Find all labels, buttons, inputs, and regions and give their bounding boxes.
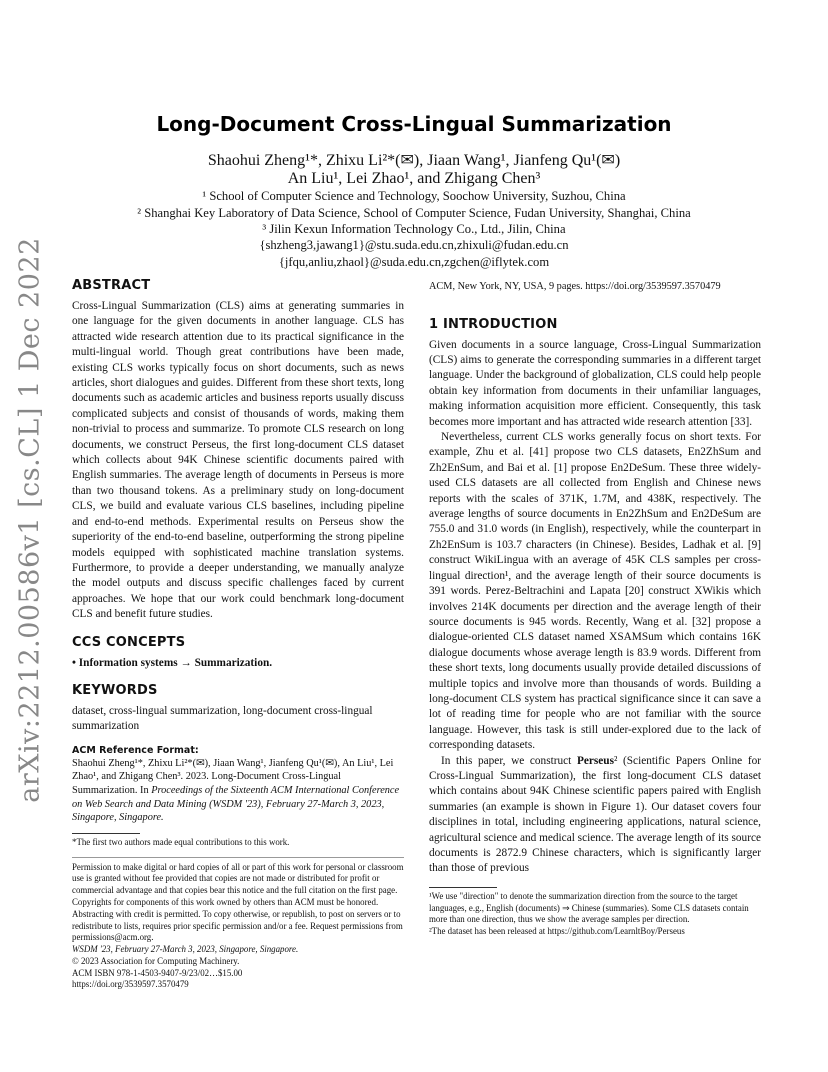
intro-p3-lead: In this paper, we construct xyxy=(441,754,577,767)
conference-line: WSDM '23, February 27-March 3, 2023, Singapore, Singapore. xyxy=(72,944,299,955)
abstract-text: Cross-Lingual Summarization (CLS) aims at generating summaries in one language for the given documents in another language. CLS has attracted wide research attention due to its practical significance in the multi-lingual world. Though great contributions have been made, existing CLS works typically focus on short documents, such as news articles, short dialogues and guides. Different from these short texts, long documents such as academic articles and business reports usually discuss complicated subjects and consist of thousands of words, making them non-trivial to process and summarize. To promote CLS research on long documents, we construct Perseus, the first long-document CLS dataset which collects about 94K Chinese scientific documents paired with English summaries. The average length of documents in Perseus is more than two thousand tokens. As a preliminary study on long-document CLS, we build and evaluate various CLS baselines, including pipeline and end-to-end methods. Experimental results on Perseus show the superiority of the end-to-end baseline, outperforming the strong pipeline models equipped with sophisticated machine translation systems. Furthermore, to provide a deeper understanding, we manually analyze the model outputs and discuss specific challenges faced by current approaches. We hope that our work could benchmark long-document CLS and benefit future studies. xyxy=(72,300,404,621)
paper-title: Long-Document Cross-Lingual Summarization xyxy=(156,112,672,136)
affiliation-2: ² Shanghai Key Laboratory of Data Science, School of Computer Science, Fudan University, Shanghai, China xyxy=(137,206,691,220)
affiliation-1: ¹ School of Computer Science and Technology, Soochow University, Suzhou, China xyxy=(202,189,626,203)
keywords-heading: KEYWORDS xyxy=(72,682,158,698)
email-line-2: {jfqu,anliu,zhaol}@suda.edu.cn,zgchen@iflytek.com xyxy=(278,255,550,269)
email-line-1: {shzheng3,jawang1}@stu.suda.edu.cn,zhixuli@fudan.edu.cn xyxy=(259,238,569,252)
permission-rule xyxy=(72,857,404,858)
acm-reference-authors: Shaohui Zheng¹*, Zhixu Li²*(✉), Jiaan Wang¹, Jianfeng Qu¹(✉), An Liu¹, Lei Zhao¹, and Zhigang Chen³. 2023. Long-Document Cross-Lingual Summarization. In xyxy=(72,757,394,796)
acm-reference-venue: Proceedings of the Sixteenth ACM International Conference on Web Search and Data Mining (WSDM '23), February 27-March 3, 2023, Singapore, Singapore. xyxy=(72,784,400,824)
dataset-name: Perseus xyxy=(576,754,614,767)
right-column xyxy=(429,280,761,938)
acm-reference-text xyxy=(72,757,404,825)
arxiv-identifier-text: arXiv:2212.00586v1 [cs.CL] 1 Dec 2022 xyxy=(14,237,46,803)
intro-paragraph-2: Nevertheless, current CLS works generally focus on short texts. For example, Zhu et al. [41] propose two CLS datasets, En2ZhSum and Zh2EnSum, and Bai et al. [1] propose En2DeSum. These three widely-used CLS datasets are all collected from English and Chinese news reports with the scales of 371K, 1.7M, and 438K, respectively. The average lengths of source documents in En2ZhSum and En2DeSum are 755.0 and 31.0 words (in English), respectively, while the counterpart in Zh2EnSum is 103.7 characters (in Chinese). Besides, Ladhak et al. [9] construct WikiLingua with an average of 45K CLS samples per cross-lingual direction¹, and the average length of their source documents is 391 words. Perez-Beltrachini and Lapata [20] construct XWikis which involves 214K documents per direction and the average length of their source documents is 945 words. Recently, Wang et al. [32] propose a dialogue-oriented CLS dataset named XSAMSum which contains 16K dialogue documents whose average length is 83.9 words. Different from these short texts, long documents usually provide detailed discussions of multiple topics and involve more than thousands of words. Building a long-document CLS system has practical significance since it can save a lot of reading time for people who are not familiar with the source language. However, this task is still under-explored due to the lack of corresponding datasets. xyxy=(429,431,761,752)
copyright-line: © 2023 Association for Computing Machinery. xyxy=(72,955,240,966)
right-footnote-rule xyxy=(429,887,497,888)
introduction-heading: 1 INTRODUCTION xyxy=(429,316,558,332)
acm-reference xyxy=(72,745,404,825)
intro-p3-rest: ² (Scientific Papers Online for Cross-Lingual Summarization), the first long-document CLS dataset which contains about 94K Chinese scientific papers paired with English summaries (an example is shown in Figure 1). Our dataset covers four disciplines in total, including engineering applications, natural science, agricultural science and medical science. The average length of its source documents is 2872.9 Chinese characters, which is significantly larger than those of previous xyxy=(429,754,761,875)
author-line-2: An Liu¹, Lei Zhao¹, and Zhigang Chen³ xyxy=(287,170,541,187)
footnote-rule xyxy=(72,833,140,834)
footnote-dataset-link: ²The dataset has been released at https://github.com/LearnltBoy/Perseus xyxy=(429,926,685,937)
keywords-text: dataset, cross-lingual summarization, long-document cross-lingual summarization xyxy=(72,704,373,733)
left-column xyxy=(72,278,404,991)
affiliation-3: ³ Jilin Kexun Information Technology Co., Ltd., Jilin, China xyxy=(262,222,566,236)
abstract-heading: ABSTRACT xyxy=(72,278,151,293)
ccs-item: • Information systems → Summarization. xyxy=(72,656,273,669)
acm-reference-continuation: ACM, New York, NY, USA, 9 pages. https://doi.org/3539597.3570479 xyxy=(429,281,721,292)
intro-paragraph-1: Given documents in a source language, Cross-Lingual Summarization (CLS) aims to generate the corresponding summaries in a different target language. Under the background of globalization, CLS could help people obtain key information from documents in their unfamiliar languages, making information acquisition more efficient. Consequently, this task becomes more important and has attracted wide research attention [33]. xyxy=(429,338,761,428)
isbn-line: ACM ISBN 978-1-4503-9407-9/23/02…$15.00 xyxy=(72,967,243,978)
author-line-1: Shaohui Zheng¹*, Zhixu Li²*(✉), Jiaan Wang¹, Jianfeng Qu¹(✉) xyxy=(207,152,621,169)
footnote-direction: ¹We use "direction" to denote the summarization direction from the source to the target languages, e.g., English (documents) ⇒ Chinese (summaries). Some CLS datasets contain more than one direction, thus we show the average samples per direction. xyxy=(429,890,749,925)
footnote-equal-contribution: *The first two authors made equal contributions to this work. xyxy=(72,836,290,847)
doi-line: https://doi.org/3539597.3570479 xyxy=(72,979,189,990)
intro-paragraph-3 xyxy=(429,754,761,877)
permission-notice: Permission to make digital or hard copies of all or part of this work for personal or classroom use is granted without fee provided that copies are not made or distributed for profit or commercial advantage and that copies bear this notice and the full citation on the first page. Copyrights for components of this work owned by others than ACM must be honored. Abstracting with credit is permitted. To copy otherwise, or republish, to post on servers or to redistribute to lists, requires prior specific permission and/or a fee. Request permissions from permissions@acm.org. xyxy=(72,861,404,943)
acm-reference-heading: ACM Reference Format: xyxy=(72,744,199,756)
arxiv-identifier xyxy=(10,237,50,803)
ccs-heading: CCS CONCEPTS xyxy=(72,634,186,650)
